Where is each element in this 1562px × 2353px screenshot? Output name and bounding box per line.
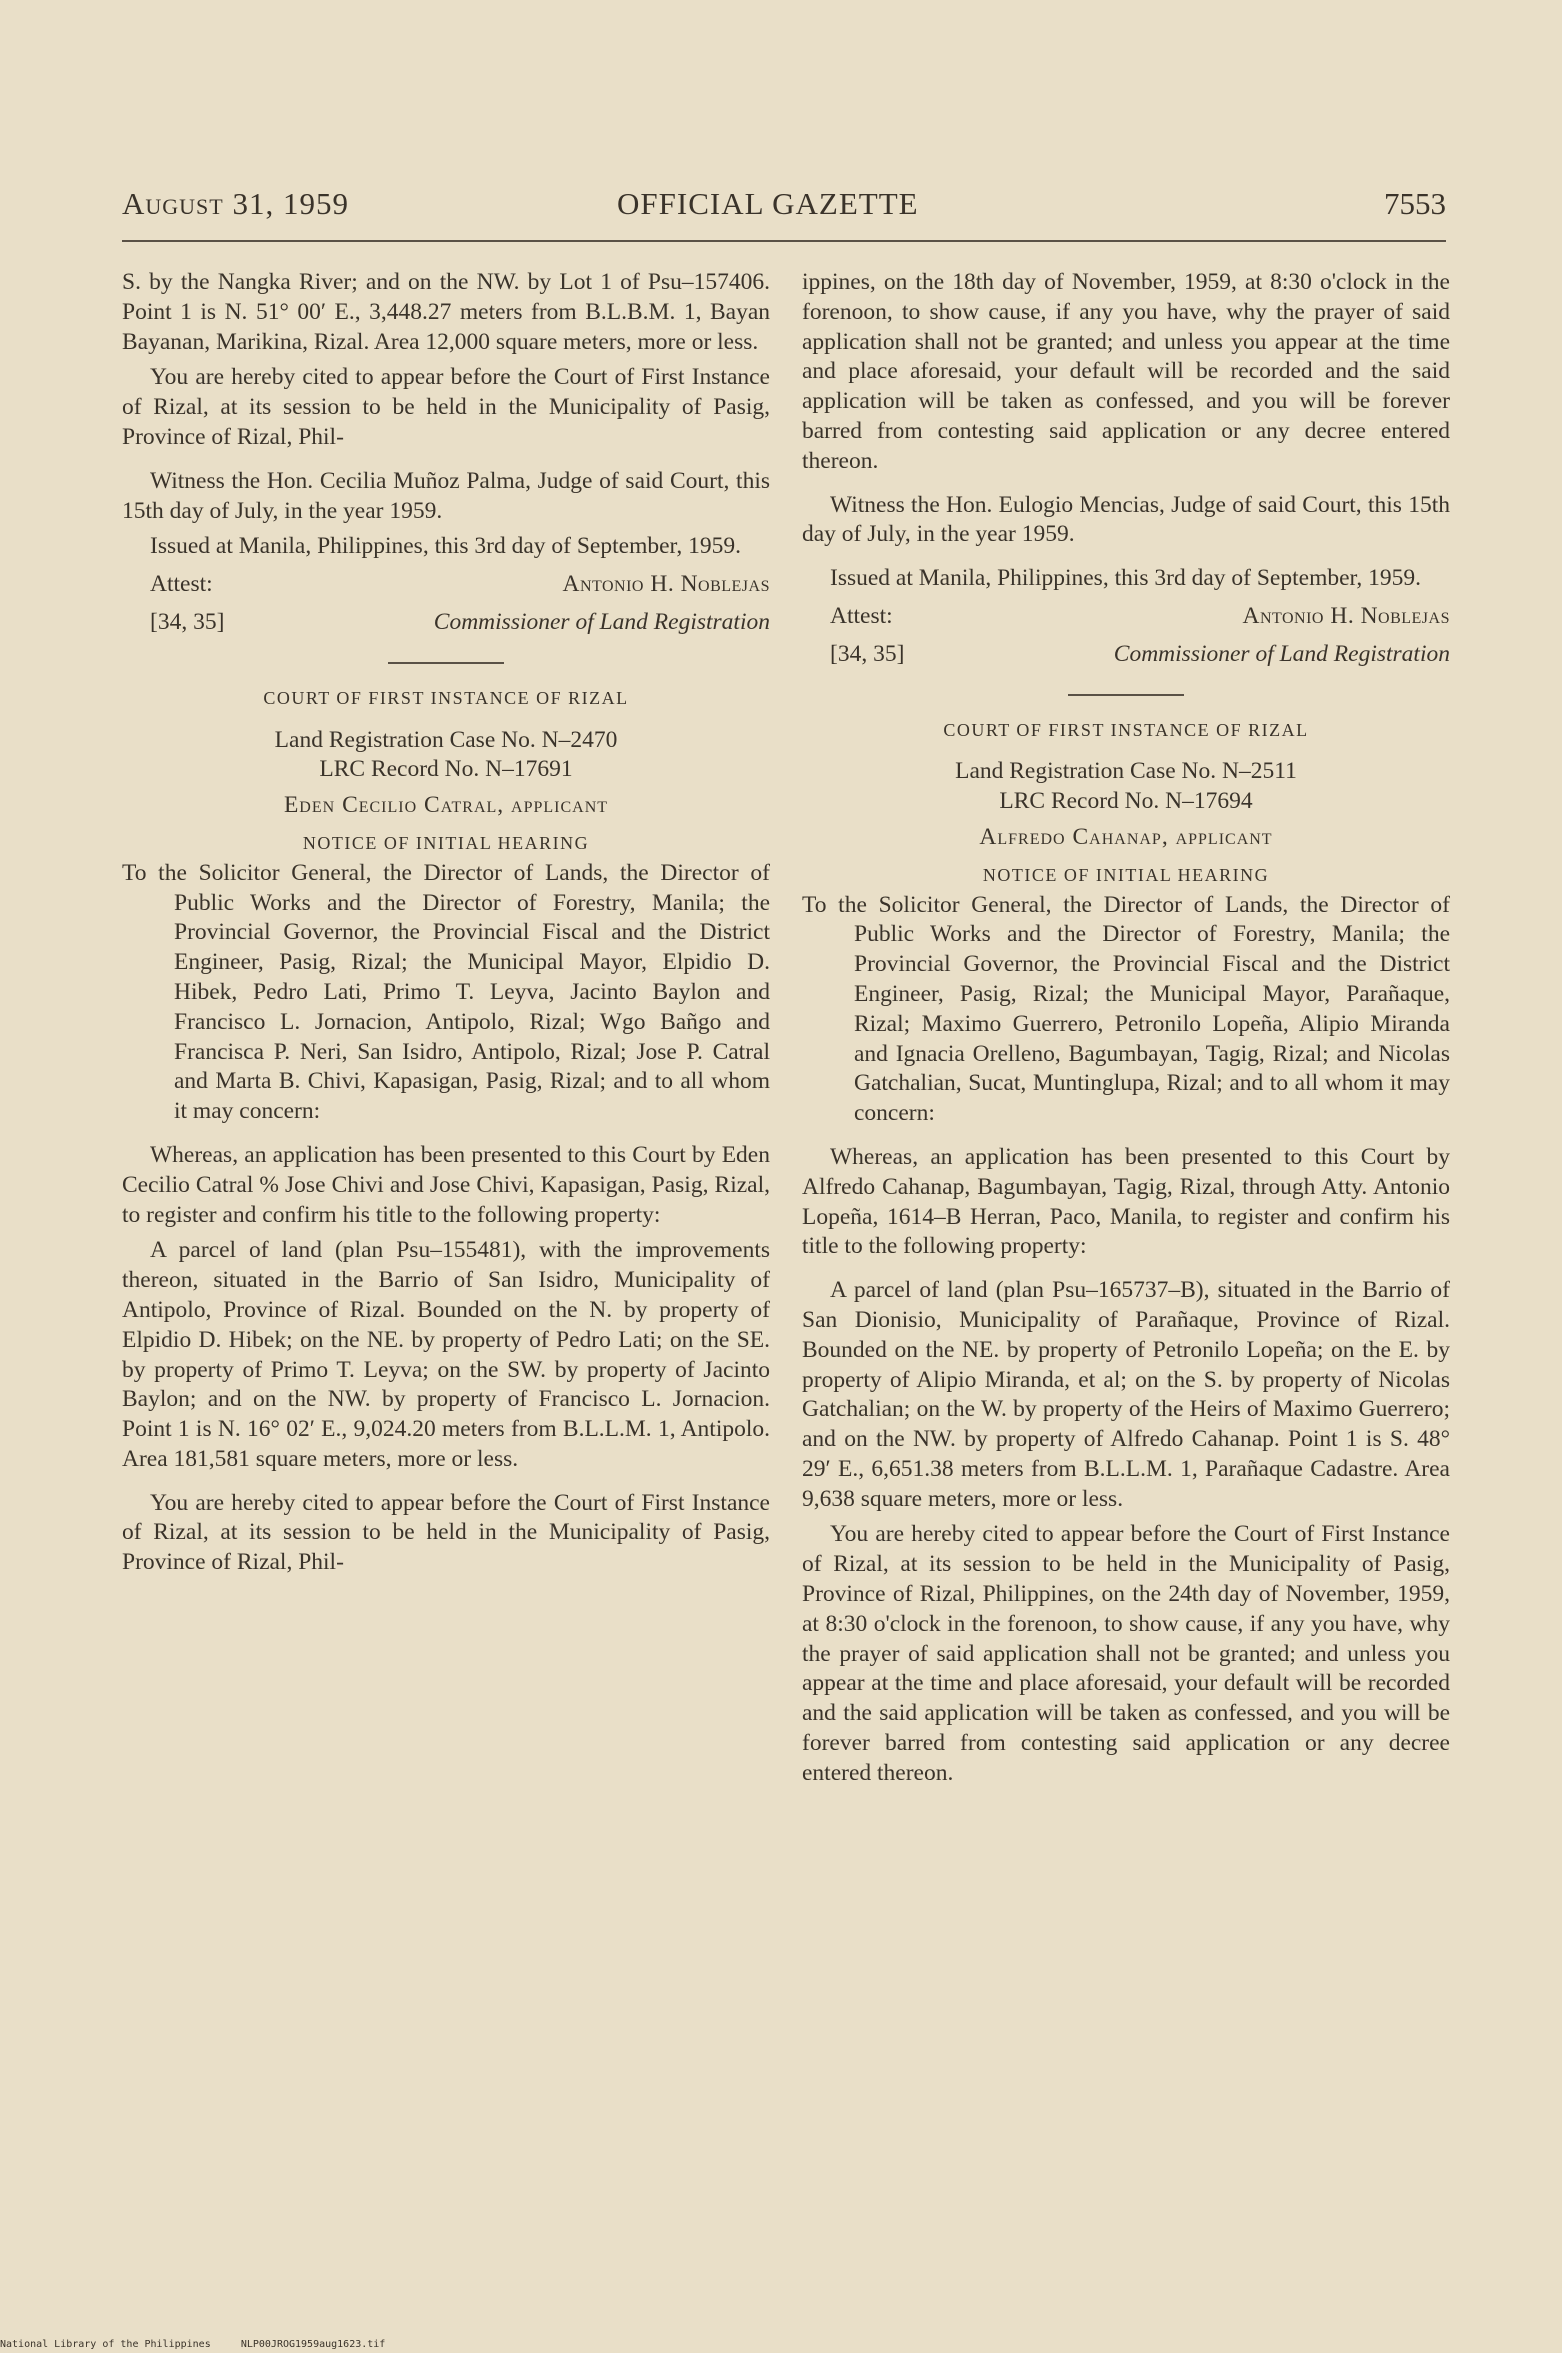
case-number: Land Registration Case No. N–2470 (274, 726, 618, 753)
cited-paragraph: You are hereby cited to appear before the Court of First Instance of Rizal, at its session to be held in the Municipality of Pasig, Province of Rizal, Phil- (122, 364, 770, 450)
attest-role-line (802, 640, 1450, 670)
issued-paragraph: Issued at Manila, Philippines, this 3rd day of September, 1959. (830, 565, 1422, 592)
applicant-line: Alfredo Cahanap, applicant (979, 823, 1273, 850)
attest-label: Attest: (830, 602, 893, 629)
page-number: 7553 (1384, 186, 1446, 221)
attest-name: Antonio H. Noblejas (562, 571, 770, 598)
attest-line (802, 602, 1450, 632)
lrc-record: LRC Record No. N–17694 (999, 788, 1253, 815)
attest-role-line (122, 608, 770, 638)
addressee-paragraph: To the Solicitor General, the Director of Lands, the Director of Public Works and the Director of Forestry, Manila; the Provincial Governor, the Provincial Fiscal and the District Engineer, Pasig, Rizal; the Municipal Mayor, Parañaque, Rizal; Maximo Guerrero, Petronilo Lopeña, Alipio Miranda and Ignacia Orelleno, Bagumbayan, Tagig, Rizal; and Nicolas Gatchalian, Sucat, Muntinglupa, Rizal; and to all whom it may concern: (802, 891, 1450, 1127)
lrc-record: LRC Record No. N–17691 (319, 756, 573, 783)
parcel-paragraph: A parcel of land (plan Psu–155481), with the improvements thereon, situated in the Barrio of San Isidro, Municipality of Antipolo, Province of Rizal. Bounded on the N. by property of Elpidio D. Hibek; on the NE. by property of Pedro Lati; on the SE. by property of Primo T. Leyva; on the SW. by property of Jacinto Baylon; and on the NW. by property of Francisco L. Jornacion. Point 1 is N. 16° 02′ E., 9,024.20 meters from B.L.L.M. 1, Antipolo. Area 181,581 square meters, more or less. (122, 1237, 770, 1472)
page-header (122, 186, 1446, 226)
section-separator (1068, 694, 1184, 696)
whereas-paragraph: Whereas, an application has been presented to this Court by Eden Cecilio Catral % Jose Chivi and Jose Chivi, Kapasigan, Pasig, Rizal, to register and confirm his title to the following property: (122, 1141, 770, 1228)
issued-paragraph: Issued at Manila, Philippines, this 3rd day of September, 1959. (150, 533, 742, 560)
applicant-line: Eden Cecilio Catral, applicant (283, 792, 609, 819)
witness-paragraph: Witness the Hon. Cecilia Muñoz Palma, Judge of said Court, this 15th day of July, in the year 1959. (122, 467, 770, 524)
attest-label: Attest: (150, 571, 213, 598)
parcel-paragraph: A parcel of land (plan Psu–165737–B), situated in the Barrio of San Dionisio, Municipality of Parañaque, Province of Rizal. Bounded on the NE. by property of Petronilo Lopeña; on the E. by property of Alipio Miranda, et al; on the S. by property of Nicolas Gatchalian; on the W. by property of the Heirs of Maximo Guerrero; and on the NW. by property of Alfredo Cahanap. Point 1 is S. 48° 29′ E., 6,651.38 meters from B.L.L.M. 1, Parañaque Cadastre. Area 9,638 square meters, more or less. (802, 1277, 1450, 1512)
attest-name: Antonio H. Noblejas (1242, 602, 1450, 629)
publication-title: OFFICIAL GAZETTE (617, 186, 919, 221)
case-number: Land Registration Case No. N–2511 (955, 758, 1297, 785)
continued-paragraph: ippines, on the 18th day of November, 1959, at 8:30 o'clock in the forenoon, to show cause, if any you have, why the prayer of said application shall not be granted; and unless you appear at the time and place aforesaid, your default will be recorded and the said application will be taken as confessed, and you will be forever barred from contesting said application or any decree entered thereon. (802, 269, 1450, 474)
header-rule (122, 240, 1446, 242)
attest-role: Commissioner of Land Registration (433, 608, 770, 635)
section-separator (388, 662, 504, 664)
issue-date: August 31, 1959 (122, 186, 349, 221)
court-heading: COURT OF FIRST INSTANCE OF RIZAL (943, 719, 1309, 740)
cited-paragraph: You are hereby cited to appear before the Court of First Instance of Rizal, at its session to be held in the Municipality of Pasig, Province of Rizal, Philippines, on the 24th day of November, 1959, at 8:30 o'clock in the forenoon, to show cause, if any you have, why the prayer of said application shall not be granted; and unless you appear at the time and place aforesaid, your default will be recorded and the said application will be taken as confessed, and you will be forever barred from contesting said application or any decree entered thereon. (802, 1521, 1450, 1786)
notice-heading: NOTICE OF INITIAL HEARING (982, 864, 1270, 885)
cited-paragraph: You are hereby cited to appear before the Court of First Instance of Rizal, at its session to be held in the Municipality of Pasig, Province of Rizal, Phil- (122, 1489, 770, 1576)
addressee-paragraph: To the Solicitor General, the Director of Lands, the Director of Public Works and the Director of Forestry, Manila; the Provincial Governor, the Provincial Fiscal and the District Engineer, Pasig, Rizal; the Municipal Mayor, Elpidio D. Hibek, Pedro Lati, Primo T. Leyva, Jacinto Baylon and Francisco L. Jornacion, Antipolo, Rizal; Wgo Bañgo and Francisca P. Neri, San Isidro, Antipolo, Rizal; Jose P. Catral and Marta B. Chivi, Kapasigan, Pasig, Rizal; and to all whom it may concern: (122, 859, 770, 1125)
continued-paragraph: S. by the Nangka River; and on the NW. by Lot 1 of Psu–157406. Point 1 is N. 51° 00′ E., 3,448.27 meters from B.L.B.M. 1, Bayan Bayanan, Marikina, Rizal. Area 12,000 square meters, more or less. (122, 269, 770, 355)
court-heading: COURT OF FIRST INSTANCE OF RIZAL (263, 687, 629, 708)
attest-role: Commissioner of Land Registration (1113, 640, 1450, 667)
left-column (122, 268, 770, 1578)
notice-heading: NOTICE OF INITIAL HEARING (302, 832, 590, 853)
scan-filename: NLP00JROG1959aug1623.tif (240, 2339, 386, 2350)
library-credit: National Library of the Philippines (0, 2339, 211, 2350)
attest-ref: [34, 35] (830, 640, 905, 667)
attest-ref: [34, 35] (150, 608, 225, 635)
witness-paragraph: Witness the Hon. Eulogio Mencias, Judge of said Court, this 15th day of July, in the year 1959. (802, 491, 1450, 548)
whereas-paragraph: Whereas, an application has been presented to this Court by Alfredo Cahanap, Bagumbayan, Tagig, Rizal, through Atty. Antonio Lopeña, 1614–B Herran, Paco, Manila, to register and confirm his title to the following property: (802, 1143, 1450, 1260)
scan-footer (0, 2339, 385, 2350)
attest-line (122, 570, 770, 600)
right-column (802, 268, 1450, 1789)
